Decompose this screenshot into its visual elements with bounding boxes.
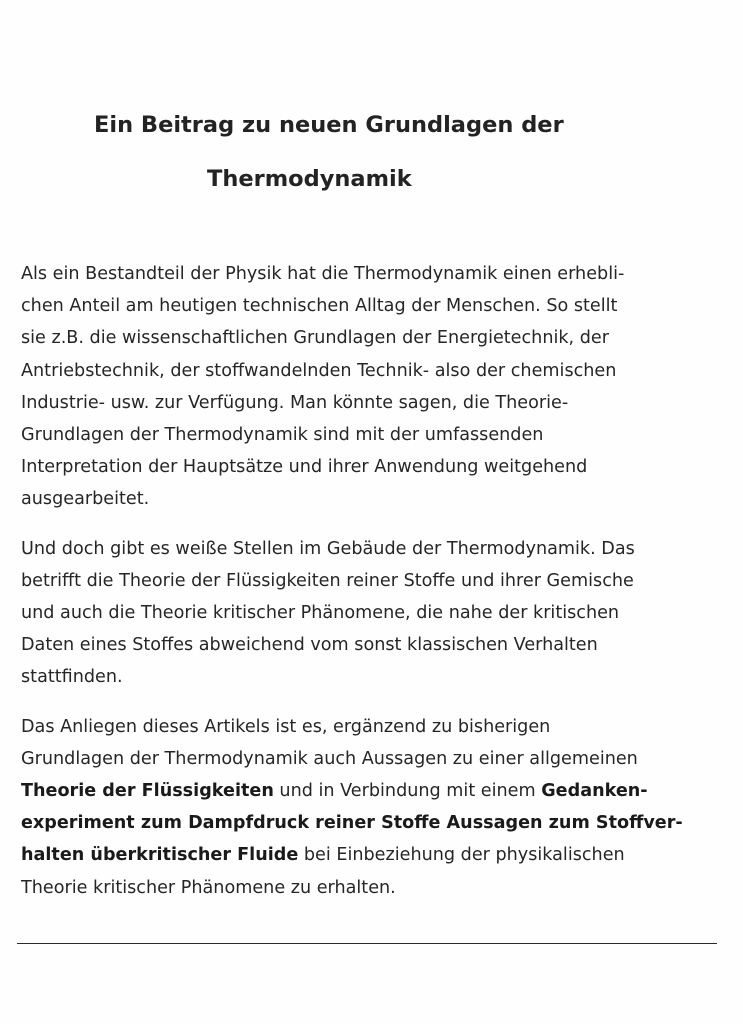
text-line: Industrie- usw. zur Verfügung. Man könnte sagen, die Theorie- <box>21 392 569 413</box>
paragraph-1 <box>21 258 726 516</box>
paragraph-spacer <box>21 516 726 533</box>
text-line: Antriebstechnik, der stoffwandelnden Technik- also der chemischen <box>21 360 617 381</box>
paragraph-2 <box>21 533 726 694</box>
text-line: chen Anteil am heutigen technischen Alltag der Menschen. So stellt <box>21 296 618 317</box>
text-line: sie z.B. die wissenschaftlichen Grundlagen der Energietechnik, der <box>21 328 609 349</box>
bold-phrase: Theorie der Flüssigkeiten <box>21 781 274 802</box>
bold-phrase: experiment zum Dampfdruck reiner Stoffe Aussagen zum Stoffver- <box>21 813 683 834</box>
text-line: betrifft die Theorie der Flüssigkeiten reiner Stoffe und ihrer Gemische <box>21 570 634 591</box>
horizontal-rule <box>17 943 717 944</box>
text-run: und in Verbindung mit einem <box>273 781 542 802</box>
text-line <box>21 839 726 871</box>
text-line: Als ein Bestandteil der Physik hat die Thermodynamik einen erhebli- <box>21 264 625 284</box>
text-line: Das Anliegen dieses Artikels ist es, ergänzend zu bisherigen <box>21 716 551 737</box>
document-title-line-2: Thermodynamik <box>207 166 412 192</box>
text-line: Theorie kritischer Phänomene zu erhalten. <box>21 877 396 898</box>
text-line: Grundlagen der Thermodynamik sind mit der umfassenden <box>21 425 544 446</box>
text-line: Daten eines Stoffes abweichend vom sonst klassischen Verhalten <box>21 635 598 656</box>
paragraph-spacer <box>21 694 726 711</box>
text-line: ausgearbeitet. <box>21 489 150 510</box>
text-line: und auch die Theorie kritischer Phänomene, die nahe der kritischen <box>21 603 620 624</box>
text-line: stattfinden. <box>21 667 123 688</box>
text-line <box>21 775 726 807</box>
document-body <box>21 258 726 904</box>
text-line: Und doch gibt es weiße Stellen im Gebäude der Thermodynamik. Das <box>21 538 635 559</box>
text-line <box>21 807 726 839</box>
text-line: Interpretation der Hauptsätze und ihrer Anwendung weitgehend <box>21 457 588 478</box>
paragraph-3 <box>21 711 726 904</box>
text-line: Grundlagen der Thermodynamik auch Aussagen zu einer allgemeinen <box>21 748 638 769</box>
document-title-line-1: Ein Beitrag zu neuen Grundlagen der <box>94 112 564 138</box>
bold-phrase: halten überkritischer Fluide <box>21 845 299 866</box>
bold-phrase: Gedanken- <box>541 781 648 802</box>
text-run: bei Einbeziehung der physikalischen <box>298 845 625 866</box>
